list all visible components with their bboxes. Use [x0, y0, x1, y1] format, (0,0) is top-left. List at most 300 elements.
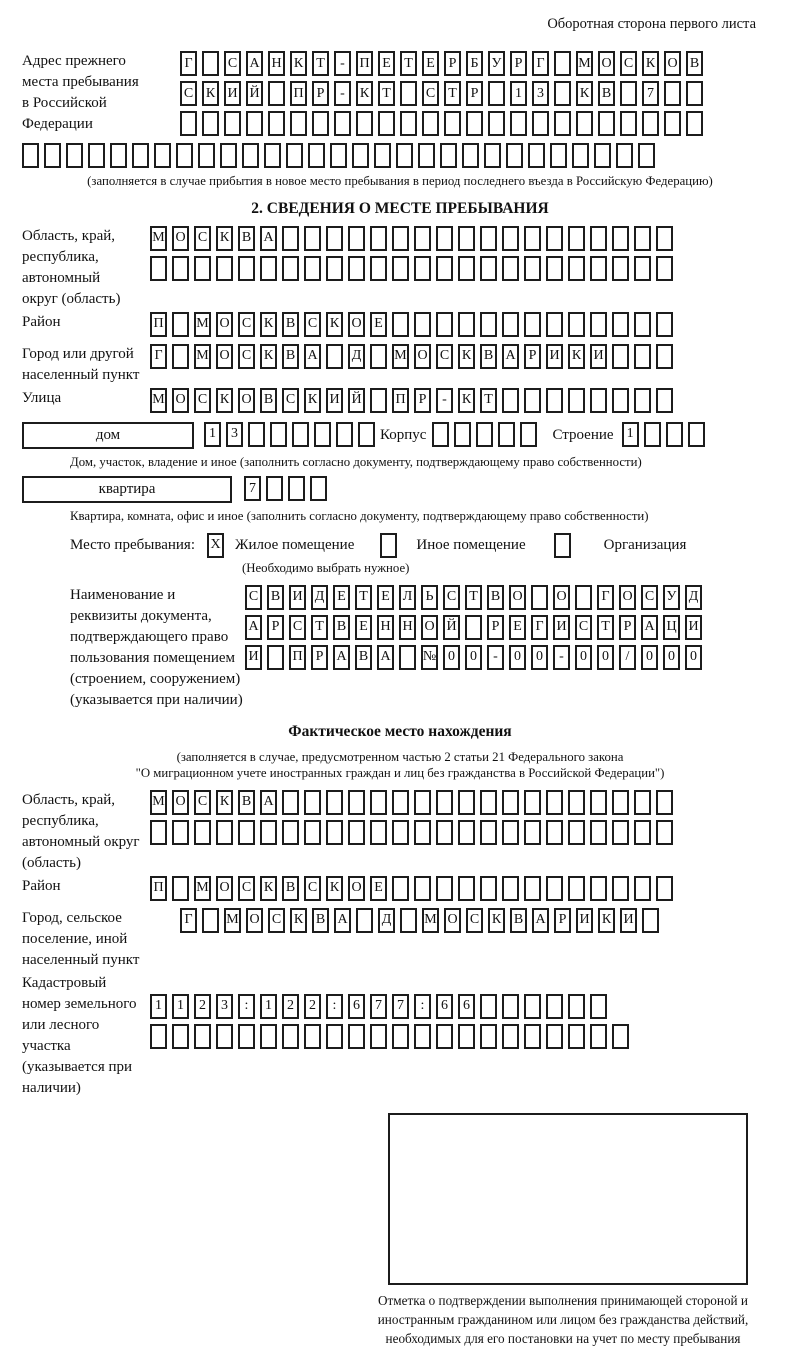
grid-cell[interactable]: М — [576, 51, 593, 76]
grid-cell[interactable] — [286, 143, 303, 168]
grid-cell[interactable]: О — [172, 388, 189, 413]
grid-cell[interactable]: К — [290, 908, 307, 933]
grid-cell[interactable] — [216, 256, 233, 281]
grid-cell[interactable]: Р — [487, 615, 504, 640]
grid-cell[interactable] — [620, 81, 637, 106]
grid-cell[interactable] — [590, 790, 607, 815]
grid-cell[interactable]: Е — [422, 51, 439, 76]
grid-cell[interactable] — [502, 790, 519, 815]
grid-cell[interactable] — [260, 820, 277, 845]
grid-cell[interactable] — [656, 226, 673, 251]
grid-cell[interactable] — [22, 143, 39, 168]
grid-cell[interactable] — [634, 256, 651, 281]
grid-cell[interactable]: С — [620, 51, 637, 76]
grid-cell[interactable] — [476, 422, 493, 447]
grid-cell[interactable] — [392, 1024, 409, 1049]
grid-cell[interactable]: А — [641, 615, 658, 640]
grid-cell[interactable] — [132, 143, 149, 168]
grid-cell[interactable]: К — [260, 312, 277, 337]
grid-cell[interactable] — [620, 111, 637, 136]
grid-cell[interactable] — [264, 143, 281, 168]
grid-cell[interactable]: К — [488, 908, 505, 933]
grid-cell[interactable]: В — [333, 615, 350, 640]
grid-cell[interactable]: Т — [378, 81, 395, 106]
grid-cell[interactable]: М — [422, 908, 439, 933]
grid-cell[interactable]: Р — [510, 51, 527, 76]
grid-cell[interactable]: А — [502, 344, 519, 369]
grid-cell[interactable] — [590, 388, 607, 413]
grid-cell[interactable]: С — [575, 615, 592, 640]
grid-cell[interactable] — [546, 790, 563, 815]
grid-cell[interactable]: В — [282, 344, 299, 369]
grid-cell[interactable]: Т — [312, 51, 329, 76]
grid-cell[interactable] — [590, 226, 607, 251]
grid-cell[interactable]: Т — [400, 51, 417, 76]
grid-cell[interactable] — [370, 790, 387, 815]
grid-cell[interactable] — [180, 111, 197, 136]
grid-cell[interactable] — [568, 1024, 585, 1049]
grid-cell[interactable] — [370, 1024, 387, 1049]
grid-cell[interactable]: Е — [370, 312, 387, 337]
apartment-box[interactable]: квартира — [22, 476, 232, 503]
grid-cell[interactable]: Г — [531, 615, 548, 640]
grid-cell[interactable] — [524, 820, 541, 845]
grid-cell[interactable] — [498, 422, 515, 447]
grid-cell[interactable] — [528, 143, 545, 168]
grid-cell[interactable] — [238, 256, 255, 281]
grid-cell[interactable] — [546, 388, 563, 413]
grid-cell[interactable] — [314, 422, 331, 447]
grid-cell[interactable] — [462, 143, 479, 168]
grid-cell[interactable] — [198, 143, 215, 168]
grid-cell[interactable] — [484, 143, 501, 168]
grid-cell[interactable] — [502, 312, 519, 337]
grid-cell[interactable]: 3 — [532, 81, 549, 106]
grid-cell[interactable] — [436, 256, 453, 281]
grid-cell[interactable]: П — [392, 388, 409, 413]
grid-cell[interactable] — [414, 312, 431, 337]
grid-cell[interactable] — [524, 388, 541, 413]
grid-cell[interactable] — [568, 994, 585, 1019]
grid-cell[interactable] — [326, 820, 343, 845]
grid-cell[interactable]: О — [598, 51, 615, 76]
grid-cell[interactable] — [308, 143, 325, 168]
grid-cell[interactable] — [634, 790, 651, 815]
grid-cell[interactable]: О — [348, 312, 365, 337]
grid-cell[interactable]: С — [268, 908, 285, 933]
grid-cell[interactable]: О — [444, 908, 461, 933]
grid-cell[interactable]: М — [194, 312, 211, 337]
grid-cell[interactable]: Г — [150, 344, 167, 369]
grid-cell[interactable]: Л — [399, 585, 416, 610]
grid-cell[interactable]: Д — [378, 908, 395, 933]
grid-cell[interactable]: 0 — [641, 645, 658, 670]
grid-cell[interactable] — [612, 256, 629, 281]
grid-cell[interactable] — [656, 256, 673, 281]
grid-cell[interactable]: С — [443, 585, 460, 610]
grid-cell[interactable]: 1 — [150, 994, 167, 1019]
grid-cell[interactable] — [656, 876, 673, 901]
grid-cell[interactable] — [634, 226, 651, 251]
grid-cell[interactable]: Г — [532, 51, 549, 76]
grid-cell[interactable]: Е — [355, 615, 372, 640]
grid-cell[interactable]: 7 — [244, 476, 261, 501]
grid-cell[interactable]: : — [414, 994, 431, 1019]
grid-cell[interactable] — [480, 226, 497, 251]
grid-cell[interactable] — [590, 312, 607, 337]
grid-cell[interactable] — [352, 143, 369, 168]
grid-cell[interactable]: С — [282, 388, 299, 413]
grid-cell[interactable] — [664, 111, 681, 136]
grid-cell[interactable]: О — [421, 615, 438, 640]
grid-cell[interactable]: Е — [333, 585, 350, 610]
grid-cell[interactable]: Н — [377, 615, 394, 640]
grid-cell[interactable]: С — [194, 388, 211, 413]
grid-cell[interactable]: А — [333, 645, 350, 670]
grid-cell[interactable] — [348, 226, 365, 251]
grid-cell[interactable]: О — [619, 585, 636, 610]
grid-cell[interactable]: 1 — [510, 81, 527, 106]
grid-cell[interactable] — [326, 226, 343, 251]
grid-cell[interactable]: К — [458, 388, 475, 413]
grid-cell[interactable]: П — [356, 51, 373, 76]
grid-cell[interactable] — [400, 908, 417, 933]
grid-cell[interactable]: - — [553, 645, 570, 670]
grid-cell[interactable]: В — [238, 226, 255, 251]
grid-cell[interactable] — [248, 422, 265, 447]
grid-cell[interactable] — [590, 820, 607, 845]
grid-cell[interactable] — [502, 1024, 519, 1049]
grid-cell[interactable]: О — [414, 344, 431, 369]
grid-cell[interactable] — [216, 820, 233, 845]
grid-cell[interactable]: М — [150, 388, 167, 413]
grid-cell[interactable]: Г — [180, 908, 197, 933]
grid-cell[interactable] — [480, 994, 497, 1019]
grid-cell[interactable] — [458, 312, 475, 337]
grid-cell[interactable] — [480, 820, 497, 845]
grid-cell[interactable] — [378, 111, 395, 136]
grid-cell[interactable]: П — [150, 312, 167, 337]
house-box[interactable]: дом — [22, 422, 194, 449]
grid-cell[interactable]: В — [267, 585, 284, 610]
grid-cell[interactable]: 3 — [216, 994, 233, 1019]
grid-cell[interactable] — [436, 1024, 453, 1049]
grid-cell[interactable] — [326, 344, 343, 369]
grid-cell[interactable] — [150, 820, 167, 845]
grid-cell[interactable]: Р — [619, 615, 636, 640]
grid-cell[interactable]: В — [487, 585, 504, 610]
grid-cell[interactable] — [414, 820, 431, 845]
grid-cell[interactable] — [531, 585, 548, 610]
grid-cell[interactable] — [524, 312, 541, 337]
grid-cell[interactable]: 6 — [458, 994, 475, 1019]
grid-cell[interactable]: С — [304, 876, 321, 901]
grid-cell[interactable] — [414, 1024, 431, 1049]
grid-cell[interactable] — [440, 143, 457, 168]
grid-cell[interactable]: / — [619, 645, 636, 670]
grid-cell[interactable]: Й — [246, 81, 263, 106]
grid-cell[interactable] — [480, 1024, 497, 1049]
grid-cell[interactable]: К — [216, 388, 233, 413]
grid-cell[interactable] — [304, 790, 321, 815]
grid-cell[interactable]: К — [290, 51, 307, 76]
grid-cell[interactable]: - — [436, 388, 453, 413]
grid-cell[interactable] — [612, 1024, 629, 1049]
grid-cell[interactable]: И — [590, 344, 607, 369]
grid-cell[interactable]: Д — [311, 585, 328, 610]
grid-cell[interactable]: Е — [370, 876, 387, 901]
grid-cell[interactable]: Е — [509, 615, 526, 640]
grid-cell[interactable]: К — [216, 790, 233, 815]
grid-cell[interactable] — [436, 820, 453, 845]
grid-cell[interactable]: В — [282, 312, 299, 337]
grid-cell[interactable] — [572, 143, 589, 168]
grid-cell[interactable]: С — [245, 585, 262, 610]
grid-cell[interactable] — [554, 533, 571, 558]
grid-cell[interactable] — [502, 388, 519, 413]
grid-cell[interactable] — [282, 1024, 299, 1049]
grid-cell[interactable] — [554, 81, 571, 106]
grid-cell[interactable] — [336, 422, 353, 447]
grid-cell[interactable]: К — [202, 81, 219, 106]
grid-cell[interactable]: 0 — [685, 645, 702, 670]
grid-cell[interactable] — [380, 533, 397, 558]
grid-cell[interactable]: Г — [180, 51, 197, 76]
grid-cell[interactable] — [488, 81, 505, 106]
grid-cell[interactable]: О — [216, 312, 233, 337]
grid-cell[interactable] — [656, 388, 673, 413]
grid-cell[interactable] — [480, 790, 497, 815]
grid-cell[interactable] — [348, 790, 365, 815]
grid-cell[interactable] — [568, 312, 585, 337]
grid-cell[interactable]: О — [238, 388, 255, 413]
grid-cell[interactable] — [502, 820, 519, 845]
grid-cell[interactable] — [568, 876, 585, 901]
grid-cell[interactable]: А — [260, 226, 277, 251]
grid-cell[interactable]: Т — [311, 615, 328, 640]
grid-cell[interactable] — [246, 111, 263, 136]
grid-cell[interactable]: В — [686, 51, 703, 76]
grid-cell[interactable] — [524, 790, 541, 815]
grid-cell[interactable]: Ц — [663, 615, 680, 640]
grid-cell[interactable]: А — [245, 615, 262, 640]
grid-cell[interactable]: М — [194, 876, 211, 901]
grid-cell[interactable] — [436, 790, 453, 815]
grid-cell[interactable] — [546, 226, 563, 251]
grid-cell[interactable] — [150, 256, 167, 281]
grid-cell[interactable] — [326, 1024, 343, 1049]
grid-cell[interactable]: М — [150, 790, 167, 815]
grid-cell[interactable] — [590, 256, 607, 281]
grid-cell[interactable]: 7 — [392, 994, 409, 1019]
grid-cell[interactable]: М — [194, 344, 211, 369]
grid-cell[interactable] — [612, 388, 629, 413]
grid-cell[interactable] — [242, 143, 259, 168]
grid-cell[interactable] — [554, 51, 571, 76]
grid-cell[interactable] — [348, 820, 365, 845]
grid-cell[interactable]: С — [238, 344, 255, 369]
grid-cell[interactable] — [370, 226, 387, 251]
grid-cell[interactable] — [524, 1024, 541, 1049]
grid-cell[interactable]: У — [488, 51, 505, 76]
grid-cell[interactable] — [612, 820, 629, 845]
grid-cell[interactable] — [546, 820, 563, 845]
grid-cell[interactable] — [414, 226, 431, 251]
grid-cell[interactable]: П — [150, 876, 167, 901]
grid-cell[interactable] — [172, 312, 189, 337]
grid-cell[interactable]: А — [532, 908, 549, 933]
grid-cell[interactable]: И — [620, 908, 637, 933]
grid-cell[interactable]: К — [598, 908, 615, 933]
grid-cell[interactable]: 0 — [575, 645, 592, 670]
grid-cell[interactable] — [172, 876, 189, 901]
grid-cell[interactable] — [238, 1024, 255, 1049]
grid-cell[interactable]: Й — [443, 615, 460, 640]
grid-cell[interactable]: К — [326, 876, 343, 901]
grid-cell[interactable] — [612, 876, 629, 901]
grid-cell[interactable]: В — [598, 81, 615, 106]
grid-cell[interactable] — [644, 422, 661, 447]
grid-cell[interactable]: 2 — [194, 994, 211, 1019]
grid-cell[interactable] — [282, 226, 299, 251]
grid-cell[interactable]: 0 — [663, 645, 680, 670]
grid-cell[interactable] — [576, 111, 593, 136]
grid-cell[interactable] — [392, 226, 409, 251]
grid-cell[interactable]: И — [685, 615, 702, 640]
grid-cell[interactable] — [524, 256, 541, 281]
grid-cell[interactable] — [288, 476, 305, 501]
grid-cell[interactable] — [634, 388, 651, 413]
grid-cell[interactable] — [612, 226, 629, 251]
grid-cell[interactable]: Р — [466, 81, 483, 106]
grid-cell[interactable]: 7 — [370, 994, 387, 1019]
grid-cell[interactable]: А — [377, 645, 394, 670]
grid-cell[interactable] — [260, 256, 277, 281]
grid-cell[interactable]: С — [289, 615, 306, 640]
grid-cell[interactable] — [458, 256, 475, 281]
grid-cell[interactable] — [458, 226, 475, 251]
grid-cell[interactable]: И — [576, 908, 593, 933]
grid-cell[interactable] — [392, 876, 409, 901]
grid-cell[interactable] — [358, 422, 375, 447]
grid-cell[interactable] — [688, 422, 705, 447]
grid-cell[interactable] — [664, 81, 681, 106]
grid-cell[interactable] — [638, 143, 655, 168]
grid-cell[interactable] — [502, 226, 519, 251]
grid-cell[interactable]: К — [260, 876, 277, 901]
grid-cell[interactable] — [414, 256, 431, 281]
grid-cell[interactable]: М — [224, 908, 241, 933]
grid-cell[interactable] — [310, 476, 327, 501]
grid-cell[interactable]: В — [260, 388, 277, 413]
grid-cell[interactable] — [392, 790, 409, 815]
grid-cell[interactable] — [268, 111, 285, 136]
grid-cell[interactable]: - — [487, 645, 504, 670]
grid-cell[interactable] — [634, 312, 651, 337]
grid-cell[interactable] — [326, 790, 343, 815]
grid-cell[interactable]: X — [207, 533, 224, 558]
grid-cell[interactable]: В — [510, 908, 527, 933]
grid-cell[interactable] — [656, 312, 673, 337]
grid-cell[interactable] — [634, 876, 651, 901]
grid-cell[interactable]: 6 — [436, 994, 453, 1019]
grid-cell[interactable] — [202, 51, 219, 76]
grid-cell[interactable] — [270, 422, 287, 447]
grid-cell[interactable]: Н — [399, 615, 416, 640]
grid-cell[interactable] — [568, 388, 585, 413]
grid-cell[interactable]: 2 — [282, 994, 299, 1019]
grid-cell[interactable] — [326, 256, 343, 281]
grid-cell[interactable]: О — [246, 908, 263, 933]
grid-cell[interactable] — [488, 111, 505, 136]
grid-cell[interactable]: С — [422, 81, 439, 106]
grid-cell[interactable]: К — [642, 51, 659, 76]
grid-cell[interactable] — [220, 143, 237, 168]
grid-cell[interactable]: А — [304, 344, 321, 369]
grid-cell[interactable] — [392, 312, 409, 337]
grid-cell[interactable] — [194, 820, 211, 845]
grid-cell[interactable]: 0 — [443, 645, 460, 670]
grid-cell[interactable] — [400, 111, 417, 136]
grid-cell[interactable]: Й — [348, 388, 365, 413]
grid-cell[interactable] — [598, 111, 615, 136]
grid-cell[interactable]: 1 — [204, 422, 221, 447]
grid-cell[interactable]: Ь — [421, 585, 438, 610]
grid-cell[interactable] — [267, 645, 284, 670]
grid-cell[interactable]: С — [194, 226, 211, 251]
grid-cell[interactable]: Е — [377, 585, 394, 610]
grid-cell[interactable] — [392, 256, 409, 281]
grid-cell[interactable] — [524, 994, 541, 1019]
grid-cell[interactable] — [414, 876, 431, 901]
grid-cell[interactable] — [330, 143, 347, 168]
grid-cell[interactable] — [554, 111, 571, 136]
grid-cell[interactable] — [172, 256, 189, 281]
grid-cell[interactable]: С — [194, 790, 211, 815]
grid-cell[interactable] — [370, 388, 387, 413]
grid-cell[interactable] — [575, 585, 592, 610]
grid-cell[interactable] — [546, 256, 563, 281]
grid-cell[interactable]: С — [466, 908, 483, 933]
grid-cell[interactable] — [290, 111, 307, 136]
grid-cell[interactable]: О — [553, 585, 570, 610]
grid-cell[interactable] — [480, 876, 497, 901]
grid-cell[interactable] — [568, 820, 585, 845]
grid-cell[interactable]: В — [355, 645, 372, 670]
grid-cell[interactable] — [502, 876, 519, 901]
grid-cell[interactable] — [506, 143, 523, 168]
grid-cell[interactable] — [282, 820, 299, 845]
grid-cell[interactable]: И — [289, 585, 306, 610]
grid-cell[interactable] — [304, 1024, 321, 1049]
grid-cell[interactable]: У — [663, 585, 680, 610]
grid-cell[interactable] — [546, 312, 563, 337]
grid-cell[interactable] — [524, 226, 541, 251]
grid-cell[interactable] — [656, 790, 673, 815]
grid-cell[interactable]: И — [546, 344, 563, 369]
grid-cell[interactable] — [510, 111, 527, 136]
grid-cell[interactable]: Р — [444, 51, 461, 76]
grid-cell[interactable]: С — [224, 51, 241, 76]
grid-cell[interactable] — [282, 790, 299, 815]
grid-cell[interactable]: 6 — [348, 994, 365, 1019]
grid-cell[interactable] — [480, 312, 497, 337]
grid-cell[interactable] — [266, 476, 283, 501]
grid-cell[interactable]: С — [238, 312, 255, 337]
grid-cell[interactable] — [400, 81, 417, 106]
grid-cell[interactable]: О — [664, 51, 681, 76]
grid-cell[interactable] — [616, 143, 633, 168]
